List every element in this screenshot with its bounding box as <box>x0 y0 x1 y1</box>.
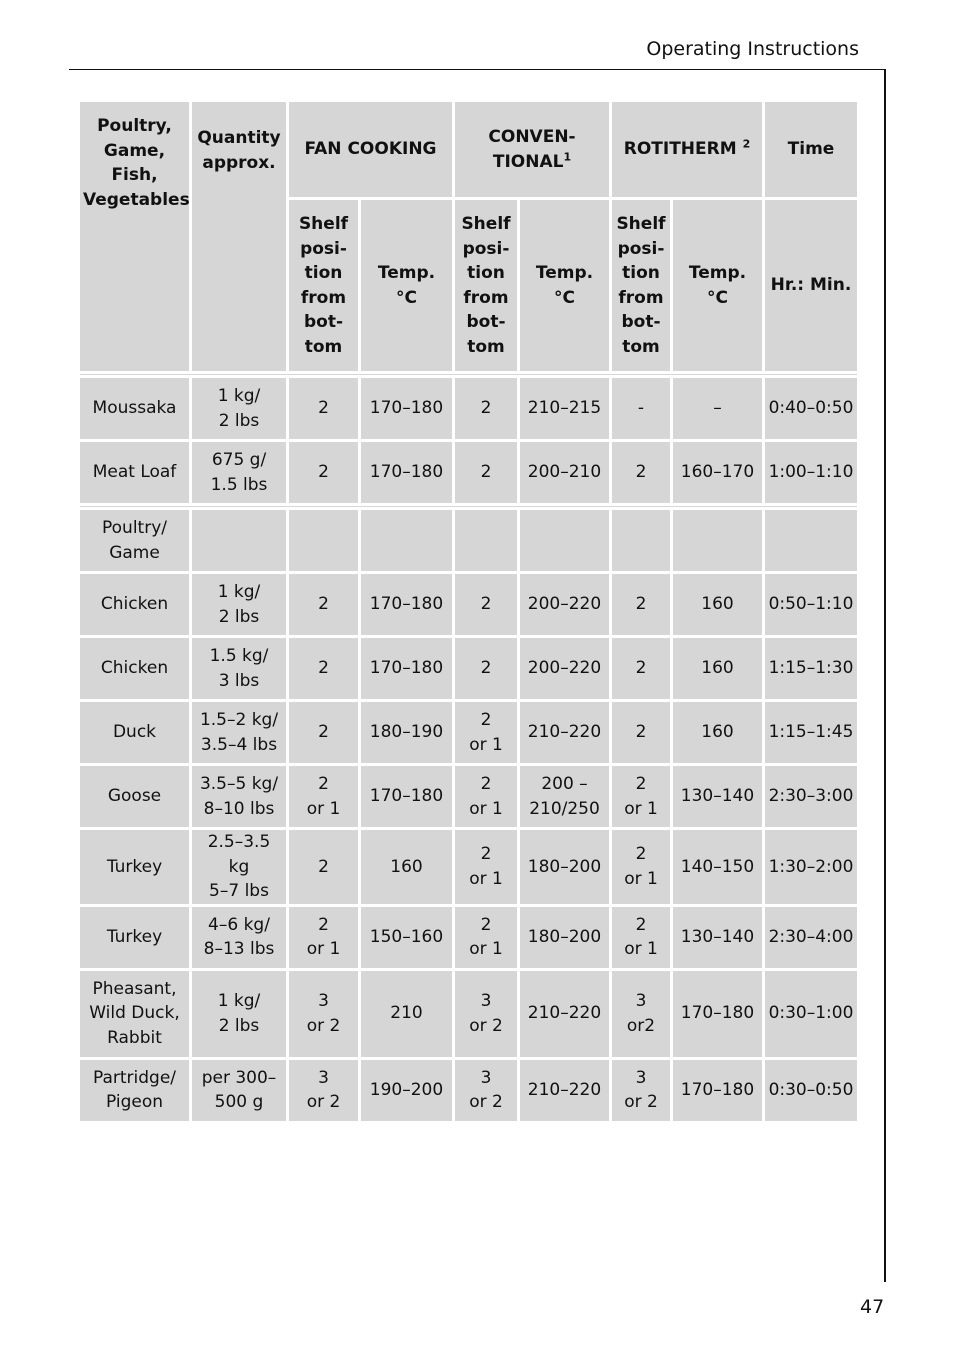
cell-conventional-temp: 210–220 <box>520 971 609 1057</box>
cell-fan-temp: 170–180 <box>361 442 452 503</box>
cell-food: Moussaka <box>80 378 189 439</box>
table-row <box>80 510 857 571</box>
cell-quantity: 1 kg/ 2 lbs <box>192 574 286 635</box>
table-row <box>80 574 857 635</box>
cell-fan-temp: 210 <box>361 971 452 1057</box>
running-title: Operating Instructions <box>646 38 859 60</box>
cell-conventional-shelf: 2 or 1 <box>455 907 517 968</box>
table-row <box>80 971 857 1057</box>
cell-rotitherm-temp: 170–180 <box>673 1060 762 1121</box>
cell-quantity <box>192 510 286 571</box>
cell-quantity: 1.5–2 kg/ 3.5–4 lbs <box>192 702 286 763</box>
cell-food: Meat Loaf <box>80 442 189 503</box>
header-quantity: Quantity approx. <box>192 102 286 371</box>
table-row <box>80 378 857 439</box>
cell-quantity: 675 g/ 1.5 lbs <box>192 442 286 503</box>
cell-rotitherm-temp: 160 <box>673 638 762 699</box>
header-conventional-temp: Temp. °C <box>520 200 609 371</box>
cell-quantity: per 300– 500 g <box>192 1060 286 1121</box>
table-row <box>80 766 857 827</box>
cell-rotitherm-shelf: 3 or2 <box>612 971 670 1057</box>
header-rule <box>69 69 886 70</box>
cell-fan-temp: 190–200 <box>361 1060 452 1121</box>
cell-conventional-temp: 180–200 <box>520 830 609 904</box>
cell-fan-temp: 170–180 <box>361 766 452 827</box>
cell-conventional-temp: 210–215 <box>520 378 609 439</box>
cell-fan-shelf: 2 <box>289 378 358 439</box>
cell-conventional-shelf <box>455 510 517 571</box>
cell-conventional-shelf: 2 <box>455 442 517 503</box>
header-food: Poultry, Game, Fish, Vegetables <box>80 102 189 371</box>
cell-food: Chicken <box>80 574 189 635</box>
cell-rotitherm-temp: 170–180 <box>673 971 762 1057</box>
cell-fan-temp: 170–180 <box>361 378 452 439</box>
cell-time <box>765 510 857 571</box>
cell-fan-temp: 160 <box>361 830 452 904</box>
cell-food: Turkey <box>80 830 189 904</box>
cell-fan-temp: 170–180 <box>361 638 452 699</box>
cell-rotitherm-shelf: 3 or 2 <box>612 1060 670 1121</box>
table-row <box>80 830 857 904</box>
cell-rotitherm-shelf: 2 <box>612 638 670 699</box>
cell-time: 0:40–0:50 <box>765 378 857 439</box>
cell-rotitherm-shelf: 2 <box>612 442 670 503</box>
cell-food: Chicken <box>80 638 189 699</box>
header-time-unit: Hr.: Min. <box>765 200 857 371</box>
cell-conventional-shelf: 2 <box>455 574 517 635</box>
table-row <box>80 702 857 763</box>
header-fan-temp: Temp. °C <box>361 200 452 371</box>
cell-conventional-shelf: 2 <box>455 638 517 699</box>
page-number: 47 <box>860 1296 885 1318</box>
section-gap <box>80 506 857 507</box>
cell-time: 2:30–3:00 <box>765 766 857 827</box>
cell-rotitherm-shelf: - <box>612 378 670 439</box>
cell-fan-shelf: 2 or 1 <box>289 907 358 968</box>
cell-food: Poultry/ Game <box>80 510 189 571</box>
header-fan-cooking: FAN COOKING <box>289 102 452 197</box>
cell-rotitherm-temp: 160 <box>673 702 762 763</box>
table-row <box>80 907 857 968</box>
cell-rotitherm-shelf: 2 or 1 <box>612 907 670 968</box>
cell-time: 1:15–1:30 <box>765 638 857 699</box>
cell-conventional-shelf: 2 or 1 <box>455 702 517 763</box>
cell-quantity: 3.5–5 kg/ 8–10 lbs <box>192 766 286 827</box>
cell-conventional-temp: 200–210 <box>520 442 609 503</box>
cell-time: 0:50–1:10 <box>765 574 857 635</box>
header-fan-shelf: Shelf posi- tion from bot- tom <box>289 200 358 371</box>
cell-rotitherm-temp: 130–140 <box>673 766 762 827</box>
cell-fan-temp <box>361 510 452 571</box>
header-conventional: CONVEN- TIONAL$^1$ <box>455 102 609 197</box>
header-time: Time <box>765 102 857 197</box>
cell-rotitherm-temp: 130–140 <box>673 907 762 968</box>
cell-rotitherm-shelf <box>612 510 670 571</box>
cell-fan-shelf: 2 or 1 <box>289 766 358 827</box>
cell-time: 1:30–2:00 <box>765 830 857 904</box>
header-rotitherm-shelf: Shelf posi- tion from bot- tom <box>612 200 670 371</box>
cell-fan-temp: 170–180 <box>361 574 452 635</box>
cell-conventional-temp <box>520 510 609 571</box>
table-row <box>80 442 857 503</box>
cell-rotitherm-temp: 160–170 <box>673 442 762 503</box>
header-conventional-shelf: Shelf posi- tion from bot- tom <box>455 200 517 371</box>
cell-conventional-shelf: 3 or 2 <box>455 1060 517 1121</box>
cell-fan-temp: 150–160 <box>361 907 452 968</box>
cell-fan-shelf: 2 <box>289 638 358 699</box>
table-row <box>80 1060 857 1121</box>
cell-fan-shelf: 2 <box>289 442 358 503</box>
margin-rule <box>884 69 886 1282</box>
cell-fan-temp: 180–190 <box>361 702 452 763</box>
cell-time: 0:30–0:50 <box>765 1060 857 1121</box>
cell-time: 1:00–1:10 <box>765 442 857 503</box>
cell-quantity: 1 kg/ 2 lbs <box>192 971 286 1057</box>
cell-time: 1:15–1:45 <box>765 702 857 763</box>
cooking-table <box>77 99 860 1124</box>
cell-conventional-shelf: 2 <box>455 378 517 439</box>
cell-rotitherm-temp: 160 <box>673 574 762 635</box>
cell-quantity: 1.5 kg/ 3 lbs <box>192 638 286 699</box>
cell-rotitherm-temp: – <box>673 378 762 439</box>
cell-time: 0:30–1:00 <box>765 971 857 1057</box>
cell-food: Pheasant, Wild Duck, Rabbit <box>80 971 189 1057</box>
conventional-footnote: 1 <box>563 149 572 163</box>
cell-food: Goose <box>80 766 189 827</box>
cell-rotitherm-shelf: 2 <box>612 702 670 763</box>
cell-rotitherm-shelf: 2 or 1 <box>612 766 670 827</box>
cell-conventional-shelf: 3 or 2 <box>455 971 517 1057</box>
cell-rotitherm-shelf: 2 or 1 <box>612 830 670 904</box>
cell-conventional-temp: 200 – 210/250 <box>520 766 609 827</box>
cell-time: 2:30–4:00 <box>765 907 857 968</box>
header-rotitherm: ROTITHERM $^2$ <box>612 102 762 197</box>
cell-rotitherm-temp: 140–150 <box>673 830 762 904</box>
cell-conventional-temp: 210–220 <box>520 1060 609 1121</box>
cell-fan-shelf <box>289 510 358 571</box>
cell-quantity: 1 kg/ 2 lbs <box>192 378 286 439</box>
cell-conventional-temp: 180–200 <box>520 907 609 968</box>
table-row <box>80 638 857 699</box>
cell-conventional-shelf: 2 or 1 <box>455 766 517 827</box>
cell-conventional-temp: 200–220 <box>520 638 609 699</box>
cell-conventional-temp: 200–220 <box>520 574 609 635</box>
cell-quantity: 4–6 kg/ 8–13 lbs <box>192 907 286 968</box>
cell-food: Duck <box>80 702 189 763</box>
cell-conventional-shelf: 2 or 1 <box>455 830 517 904</box>
rotitherm-footnote: 2 <box>742 137 751 151</box>
cell-fan-shelf: 2 <box>289 574 358 635</box>
cell-quantity: 2.5–3.5 kg 5–7 lbs <box>192 830 286 904</box>
cell-fan-shelf: 2 <box>289 702 358 763</box>
header-rotitherm-temp: Temp. °C <box>673 200 762 371</box>
cell-rotitherm-temp <box>673 510 762 571</box>
cell-fan-shelf: 3 or 2 <box>289 971 358 1057</box>
header-gap <box>80 374 857 375</box>
cell-food: Partridge/ Pigeon <box>80 1060 189 1121</box>
cell-conventional-temp: 210–220 <box>520 702 609 763</box>
cell-fan-shelf: 3 or 2 <box>289 1060 358 1121</box>
cell-food: Turkey <box>80 907 189 968</box>
cell-rotitherm-shelf: 2 <box>612 574 670 635</box>
cell-fan-shelf: 2 <box>289 830 358 904</box>
